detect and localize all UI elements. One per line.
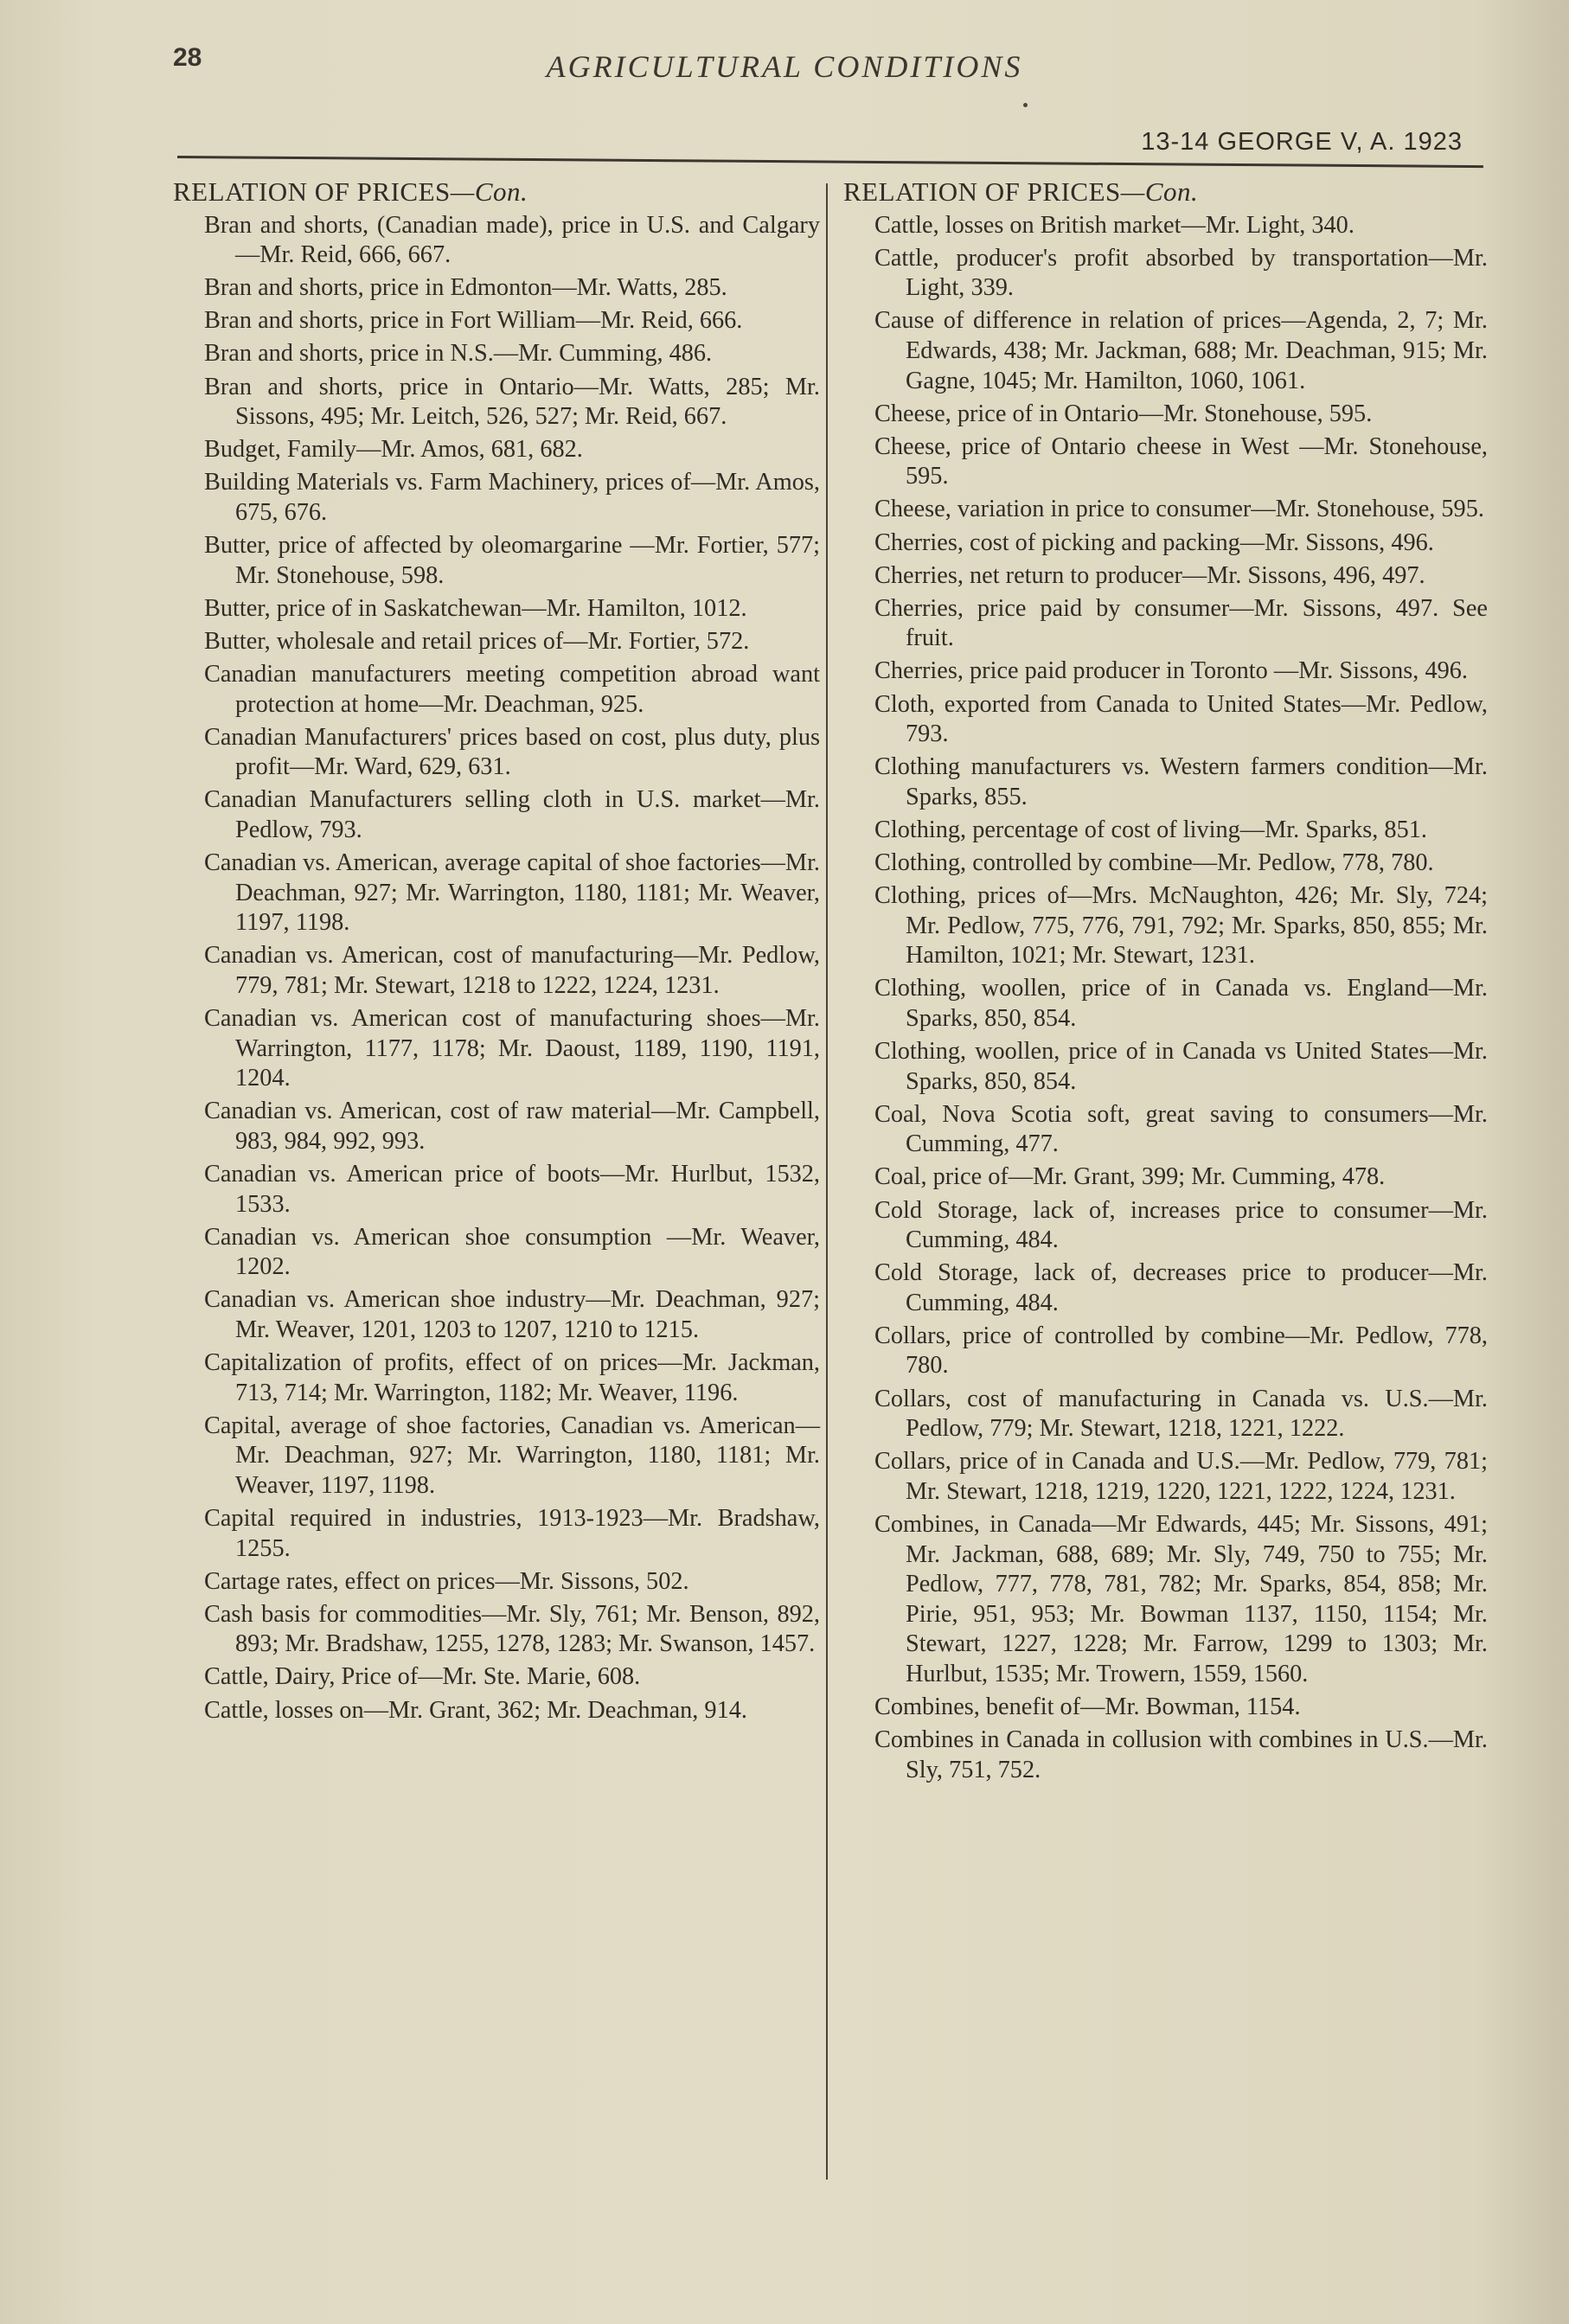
running-head: AGRICULTURAL CONDITIONS bbox=[546, 49, 1023, 84]
right-column bbox=[843, 177, 1488, 1789]
heading-continued: —Con. bbox=[450, 176, 528, 207]
heading-text: RELATION OF PRICES bbox=[843, 176, 1121, 207]
index-entry: Budget, Family—Mr. Amos, 681, 682. bbox=[204, 436, 583, 464]
header-rule bbox=[177, 156, 1483, 168]
index-entry: Building Materials vs. Farm Machinery, prices of—Mr. Amos, 675, 676. bbox=[204, 469, 820, 526]
session-header: 13-14 GEORGE V, A. 1923 bbox=[1141, 128, 1463, 156]
index-entry: Cheese, price of Ontario cheese in West —Mr. Stonehouse, 595. bbox=[874, 432, 1488, 490]
index-entry: Cheese, variation in price to consumer—Mr. Stonehouse, 595. bbox=[874, 496, 1484, 523]
index-entry: Combines, benefit of—Mr. Bowman, 1154. bbox=[874, 1693, 1301, 1720]
index-entry: Canadian vs. American, cost of raw material—Mr. Campbell, 983, 984, 992, 993. bbox=[204, 1098, 820, 1155]
column-divider bbox=[826, 183, 828, 2180]
index-entry: Bran and shorts, price in Edmonton—Mr. Watts, 285. bbox=[204, 274, 727, 302]
index-entry: Coal, price of—Mr. Grant, 399; Mr. Cumming, 478. bbox=[874, 1163, 1386, 1191]
index-entry: Combines in Canada in collusion with combines in U.S.—Mr. Sly, 751, 752. bbox=[874, 1726, 1488, 1783]
index-entry: Cattle, Dairy, Price of—Mr. Ste. Marie, 608. bbox=[204, 1663, 641, 1691]
index-entry: Combines, in Canada—Mr Edwards, 445; Mr. Sissons, 491; Mr. Jackman, 688, 689; Mr. Sly, 749, 750 to 755; Mr. Pedlow, 777, 778, 781, 782; Mr. Sparks, 854, 858; Mr. Pirie, 951, 953; Mr. Bowman 1137, 1150, 1154; Mr. Stewart, 1227, 1228; Mr. Farrow, 1299 to 1303; Mr. Hurlbut, 1535; Mr. Trowern, 1559, 1560. bbox=[874, 1510, 1488, 1687]
heading-text: RELATION OF PRICES bbox=[173, 176, 451, 207]
index-entry: Canadian vs. American shoe consumption —Mr. Weaver, 1202. bbox=[204, 1223, 820, 1281]
index-entry: Cause of difference in relation of prices—Agenda, 2, 7; Mr. Edwards, 438; Mr. Jackman, 688; Mr. Deachman, 915; Mr. Gagne, 1045; Mr. Hamilton, 1060, 1061. bbox=[874, 307, 1488, 394]
index-entry: Canadian vs. American shoe industry—Mr. Deachman, 927; Mr. Weaver, 1201, 1203 to 1207, 1210 to 1215. bbox=[204, 1286, 820, 1343]
index-entry: Clothing, woollen, price of in Canada vs United States—Mr. Sparks, 850, 854. bbox=[874, 1038, 1488, 1095]
index-entry: Coal, Nova Scotia soft, great saving to consumers—Mr. Cumming, 477. bbox=[874, 1100, 1488, 1158]
scan-speck bbox=[1023, 103, 1028, 107]
index-entry: Canadian vs. American, average capital of shoe factories—Mr. Deachman, 927; Mr. Warrington, 1180, 1181; Mr. Weaver, 1197, 1198. bbox=[204, 848, 820, 937]
left-column-heading bbox=[173, 177, 820, 208]
index-entry: Bran and shorts, price in Ontario—Mr. Watts, 285; Mr. Sissons, 495; Mr. Leitch, 526, 527; Mr. Reid, 667. bbox=[204, 373, 820, 431]
index-entry: Cartage rates, effect on prices—Mr. Sissons, 502. bbox=[204, 1567, 689, 1595]
index-entry: Cherries, price paid by consumer—Mr. Sissons, 497. See fruit. bbox=[874, 594, 1488, 652]
index-entry: Cattle, losses on British market—Mr. Light, 340. bbox=[874, 211, 1354, 239]
index-entry: Collars, cost of manufacturing in Canada vs. U.S.—Mr. Pedlow, 779; Mr. Stewart, 1218, 1221, 1222. bbox=[874, 1385, 1488, 1443]
index-entry: Cherries, net return to producer—Mr. Sissons, 496, 497. bbox=[874, 561, 1425, 589]
page-number: 28 bbox=[173, 43, 202, 72]
index-entry: Cherries, cost of picking and packing—Mr. Sissons, 496. bbox=[874, 528, 1434, 556]
index-entry: Canadian vs. American cost of manufacturing shoes—Mr. Warrington, 1177, 1178; Mr. Daoust, 1189, 1190, 1191, 1204. bbox=[204, 1004, 820, 1092]
index-entry: Butter, price of in Saskatchewan—Mr. Hamilton, 1012. bbox=[204, 594, 747, 622]
index-entry: Clothing manufacturers vs. Western farmers condition—Mr. Sparks, 855. bbox=[874, 753, 1488, 810]
index-entry: Canadian manufacturers meeting competition abroad want protection at home—Mr. Deachman, 925. bbox=[204, 660, 820, 718]
index-entry: Bran and shorts, price in N.S.—Mr. Cumming, 486. bbox=[204, 340, 713, 368]
index-entry: Cattle, producer's profit absorbed by transportation—Mr. Light, 339. bbox=[874, 244, 1488, 302]
index-entry: Cash basis for commodities—Mr. Sly, 761; Mr. Benson, 892, 893; Mr. Bradshaw, 1255, 1278, 1283; Mr. Swanson, 1457. bbox=[204, 1600, 820, 1658]
index-entry: Collars, price of in Canada and U.S.—Mr. Pedlow, 779, 781; Mr. Stewart, 1218, 1219, 1220, 1221, 1222, 1224, 1231. bbox=[874, 1448, 1488, 1505]
index-entry: Cloth, exported from Canada to United States—Mr. Pedlow, 793. bbox=[874, 690, 1488, 748]
index-entry: Canadian Manufacturers' prices based on cost, plus duty, plus profit—Mr. Ward, 629, 631. bbox=[204, 723, 820, 781]
index-entry: Butter, price of affected by oleomargarine —Mr. Fortier, 577; Mr. Stonehouse, 598. bbox=[204, 532, 820, 589]
index-entry: Clothing, prices of—Mrs. McNaughton, 426; Mr. Sly, 724; Mr. Pedlow, 775, 776, 791, 792; Mr. Sparks, 850, 855; Mr. Hamilton, 1021; Mr. Stewart, 1231. bbox=[874, 882, 1488, 970]
left-column bbox=[173, 177, 820, 1729]
index-entry: Bran and shorts, price in Fort William—Mr. Reid, 666. bbox=[204, 307, 743, 335]
index-entry: Cold Storage, lack of, increases price to consumer—Mr. Cumming, 484. bbox=[874, 1196, 1488, 1254]
index-entry: Capital, average of shoe factories, Canadian vs. American—Mr. Deachman, 927; Mr. Warrington, 1180, 1181; Mr. Weaver, 1197, 1198. bbox=[204, 1412, 820, 1499]
index-entry: Clothing, percentage of cost of living—Mr. Sparks, 851. bbox=[874, 816, 1427, 843]
index-entry: Cheese, price of in Ontario—Mr. Stonehouse, 595. bbox=[874, 400, 1373, 427]
index-entry: Canadian vs. American, cost of manufacturing—Mr. Pedlow, 779, 781; Mr. Stewart, 1218 to 1222, 1224, 1231. bbox=[204, 942, 820, 999]
index-entry: Cherries, price paid producer in Toronto —Mr. Sissons, 496. bbox=[874, 657, 1468, 685]
index-entry: Canadian vs. American price of boots—Mr. Hurlbut, 1532, 1533. bbox=[204, 1160, 820, 1218]
index-entry: Clothing, controlled by combine—Mr. Pedlow, 778, 780. bbox=[874, 848, 1434, 876]
index-entry: Canadian Manufacturers selling cloth in U.S. market—Mr. Pedlow, 793. bbox=[204, 786, 820, 843]
index-entry: Cattle, losses on—Mr. Grant, 362; Mr. Deachman, 914. bbox=[204, 1696, 747, 1724]
right-column-heading bbox=[843, 177, 1488, 208]
index-entry: Collars, price of controlled by combine—Mr. Pedlow, 778, 780. bbox=[874, 1322, 1488, 1380]
index-entry: Bran and shorts, (Canadian made), price in U.S. and Calgary—Mr. Reid, 666, 667. bbox=[204, 211, 820, 269]
index-entry: Butter, wholesale and retail prices of—Mr. Fortier, 572. bbox=[204, 627, 750, 655]
index-entry: Clothing, woollen, price of in Canada vs. England—Mr. Sparks, 850, 854. bbox=[874, 975, 1488, 1032]
index-entry: Capitalization of profits, effect of on prices—Mr. Jackman, 713, 714; Mr. Warrington, 1182; Mr. Weaver, 1196. bbox=[204, 1348, 820, 1406]
heading-continued: —Con. bbox=[1120, 176, 1199, 207]
index-entry: Capital required in industries, 1913-1923—Mr. Bradshaw, 1255. bbox=[204, 1504, 820, 1562]
index-entry: Cold Storage, lack of, decreases price to producer—Mr. Cumming, 484. bbox=[874, 1259, 1488, 1316]
